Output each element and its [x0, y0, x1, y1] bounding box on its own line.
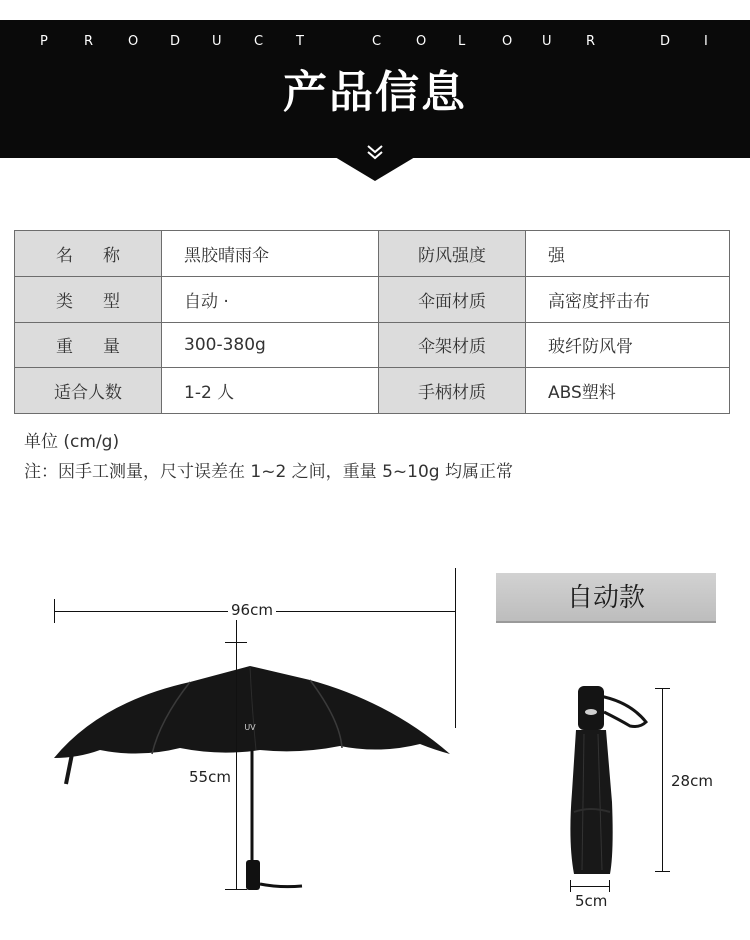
spec-key: 重量 [15, 322, 162, 368]
height-dimension-tick [225, 642, 247, 643]
banner-letter: D [660, 34, 671, 49]
closed-umbrella-illustration [560, 682, 660, 882]
banner-letter: O [502, 34, 513, 49]
spec-key: 手柄材质 [379, 368, 526, 414]
height-dimension-line [236, 620, 237, 890]
spec-value: 300-380g [162, 322, 379, 368]
table-row [15, 322, 730, 368]
closed-width-dimension-line [570, 886, 610, 887]
banner-letters [40, 34, 720, 50]
disclaimer-note: 注：因手工测量，尺寸误差在 1~2 之间，重量 5~10g 均属正常 [24, 462, 513, 482]
closed-width-dimension-tick [609, 880, 610, 892]
unit-note: 单位 (cm/g) [24, 432, 120, 452]
table-row [15, 276, 730, 322]
spec-value: 玻纤防风骨 [526, 322, 730, 368]
banner-letter: U [212, 34, 222, 49]
banner-letter: D [170, 34, 181, 49]
banner-letter: P [40, 34, 48, 49]
banner-letter: T [296, 34, 304, 49]
spec-key: 防风强度 [379, 231, 526, 277]
banner-letter: O [416, 34, 427, 49]
banner-letter: U [542, 34, 552, 49]
spec-value: 自动 · [162, 276, 379, 322]
height-dimension-label: 55cm [186, 768, 234, 786]
spec-value: 黑胶晴雨伞 [162, 231, 379, 277]
canopy-uv-text: UV [244, 723, 256, 732]
spec-key: 伞架材质 [379, 322, 526, 368]
length-dimension-tick [655, 871, 670, 872]
banner-letter: C [372, 34, 382, 49]
closed-width-dimension-tick [570, 880, 571, 892]
length-dimension-label: 28cm [668, 772, 716, 790]
width-dimension-tick [455, 568, 456, 728]
length-dimension-line [662, 688, 663, 872]
page-title: 产品信息 [283, 67, 467, 118]
spec-key: 适合人数 [15, 368, 162, 414]
double-chevron-down-icon [366, 143, 384, 161]
spec-value: 强 [526, 231, 730, 277]
spec-key: 类型 [15, 276, 162, 322]
width-dimension-tick [54, 599, 55, 623]
closed-width-dimension-label: 5cm [572, 892, 610, 910]
model-label-box: 自动款 [496, 573, 716, 623]
height-dimension-tick [225, 889, 247, 890]
banner-letter: O [128, 34, 139, 49]
spec-value: ABS塑料 [526, 368, 730, 414]
banner-letter: R [586, 34, 596, 49]
spec-key: 伞面材质 [379, 276, 526, 322]
length-dimension-tick [655, 688, 670, 689]
spec-value: 高密度抨击布 [526, 276, 730, 322]
table-row [15, 368, 730, 414]
banner-letter: L [458, 34, 466, 49]
table-row [15, 231, 730, 277]
open-umbrella-illustration [40, 630, 460, 900]
spec-table [14, 230, 730, 414]
header-banner [0, 20, 750, 158]
banner-letter: C [254, 34, 264, 49]
banner-letter: R [84, 34, 94, 49]
width-dimension-label: 96cm [228, 601, 276, 619]
spec-value: 1-2 人 [162, 368, 379, 414]
banner-letter: I [704, 34, 708, 49]
spec-key: 名称 [15, 231, 162, 277]
